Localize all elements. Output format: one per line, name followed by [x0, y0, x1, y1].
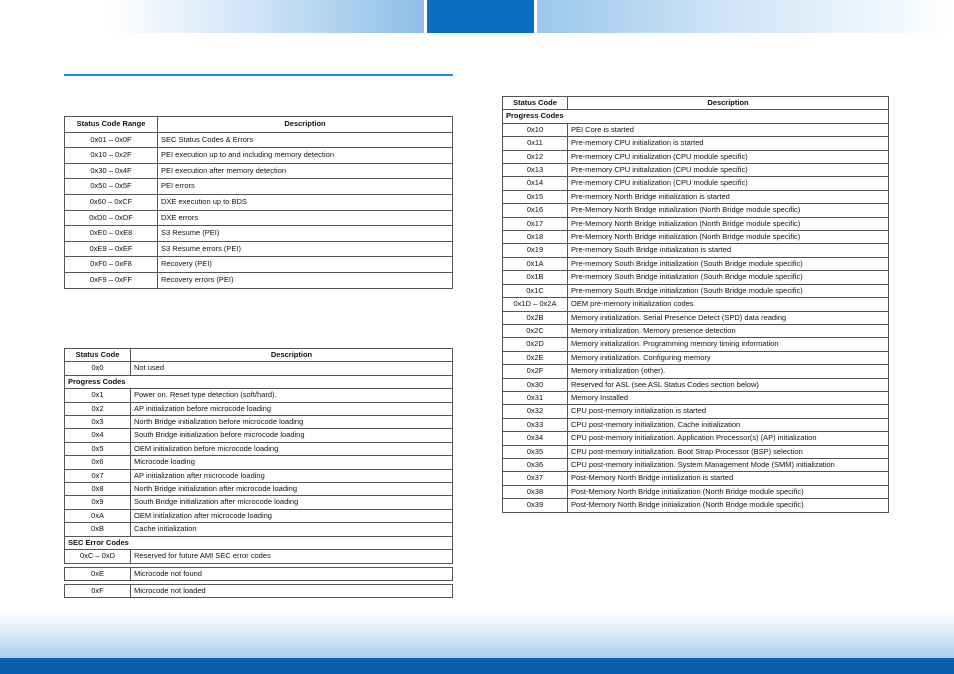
table-row [503, 324, 889, 337]
table-row [65, 210, 453, 226]
status-description: Reserved for ASL (see ASL Status Codes section below) [568, 378, 889, 391]
status-description: Not used [131, 362, 453, 375]
status-description: AP initialization after microcode loading [131, 469, 453, 482]
status-code: 0x18 [503, 231, 568, 244]
status-description: Pre-memory South Bridge initialization (South Bridge module specific) [568, 284, 889, 297]
status-code-range: 0x01 – 0x0F [65, 132, 158, 148]
table-row [65, 416, 453, 429]
status-code: 0x37 [503, 472, 568, 485]
table-row [503, 164, 889, 177]
table-row [503, 284, 889, 297]
status-code: 0x19 [503, 244, 568, 257]
table-row [503, 311, 889, 324]
status-description: South Bridge initialization after microcode loading [131, 496, 453, 509]
status-code-range: 0x10 – 0x2F [65, 148, 158, 164]
status-description: North Bridge initialization after microcode loading [131, 483, 453, 496]
table-row [65, 550, 453, 563]
status-code: 0x2E [503, 351, 568, 364]
table-row [65, 148, 453, 164]
status-description: Post-Memory North Bridge initialization (North Bridge module specific) [568, 485, 889, 498]
footer-band [0, 612, 954, 658]
table-row [65, 442, 453, 455]
status-code: 0x9 [65, 496, 131, 509]
status-description: Pre-memory South Bridge initialization (South Bridge module specific) [568, 257, 889, 270]
status-description: AP initialization before microcode loading [131, 402, 453, 415]
pei-status-code-table [502, 96, 889, 513]
status-description: Memory initialization. Memory presence detection [568, 324, 889, 337]
header-band-right [537, 0, 954, 33]
status-code-range: 0x50 – 0x5F [65, 179, 158, 195]
status-description: Recovery errors (PEI) [158, 272, 453, 288]
section-row [65, 536, 453, 549]
column-header: Description [568, 97, 889, 110]
status-code-range: 0xD0 – 0xDF [65, 210, 158, 226]
status-description: Memory initialization. Programming memory timing information [568, 338, 889, 351]
status-code: 0x13 [503, 164, 568, 177]
table-row [65, 567, 453, 580]
status-description: Pre-memory CPU initialization (CPU module specific) [568, 177, 889, 190]
status-code: 0x2C [503, 324, 568, 337]
status-code: 0x3 [65, 416, 131, 429]
table-row [503, 244, 889, 257]
section-heading: Progress Codes [503, 110, 889, 123]
status-code: 0x2F [503, 365, 568, 378]
status-description: Memory initialization (other). [568, 365, 889, 378]
table-row [503, 365, 889, 378]
status-description: OEM pre-memory initialization codes [568, 298, 889, 311]
status-description: Memory initialization. Configuring memory [568, 351, 889, 364]
status-description: Memory Installed [568, 391, 889, 404]
status-code: 0x2D [503, 338, 568, 351]
status-code: 0x38 [503, 485, 568, 498]
status-code: 0x8 [65, 483, 131, 496]
header-band-left [0, 0, 424, 33]
table-row [503, 298, 889, 311]
status-code: 0x31 [503, 391, 568, 404]
table-row [503, 351, 889, 364]
status-code: 0x6 [65, 456, 131, 469]
status-code: 0x1D – 0x2A [503, 298, 568, 311]
table-row [65, 362, 453, 375]
table-row [503, 190, 889, 203]
status-description: Recovery (PEI) [158, 257, 453, 273]
status-description: Post-Memory North Bridge initialization (North Bridge module specific) [568, 499, 889, 512]
section-rule [64, 74, 453, 76]
status-description: Post-Memory North Bridge initialization is started [568, 472, 889, 485]
column-header: Description [158, 117, 453, 133]
status-description: Microcode loading [131, 456, 453, 469]
table-row [503, 418, 889, 431]
status-code: 0x7 [65, 469, 131, 482]
footer-bar [0, 658, 954, 674]
table-row [65, 179, 453, 195]
table-row [65, 257, 453, 273]
status-description: DXE execution up to BDS [158, 194, 453, 210]
status-description: Pre-Memory North Bridge initialization (North Bridge module specific) [568, 231, 889, 244]
status-description: Reserved for future AMI SEC error codes [131, 550, 453, 563]
table-row [65, 429, 453, 442]
table-row [503, 499, 889, 512]
status-code: 0x30 [503, 378, 568, 391]
status-description: SEC Status Codes & Errors [158, 132, 453, 148]
table-row [65, 483, 453, 496]
column-header: Status Code [65, 349, 131, 362]
status-description: PEI errors [158, 179, 453, 195]
status-description: CPU post-memory initialization. System Management Mode (SMM) initialization [568, 458, 889, 471]
status-code: 0x35 [503, 445, 568, 458]
status-code: 0x5 [65, 442, 131, 455]
status-code: 0x0 [65, 362, 131, 375]
status-code: 0xE [65, 567, 131, 580]
status-description: Pre-memory South Bridge initialization (South Bridge module specific) [568, 271, 889, 284]
table-row [503, 231, 889, 244]
status-code: 0x1A [503, 257, 568, 270]
status-code: 0x12 [503, 150, 568, 163]
status-description: North Bridge initialization before microcode loading [131, 416, 453, 429]
status-description: PEI execution after memory detection [158, 163, 453, 179]
header-tab [427, 0, 534, 33]
status-description: Pre-memory South Bridge initialization is started [568, 244, 889, 257]
status-code: 0x10 [503, 123, 568, 136]
section-heading: SEC Error Codes [65, 536, 453, 549]
status-code-range: 0xE9 – 0xEF [65, 241, 158, 257]
section-row [65, 375, 453, 388]
status-code: 0x15 [503, 190, 568, 203]
status-description: Pre-memory North Bridge initialization is started [568, 190, 889, 203]
status-description: Pre-Memory North Bridge initialization (North Bridge module specific) [568, 217, 889, 230]
status-code: 0xF [65, 584, 131, 597]
status-description: S3 Resume (PEI) [158, 226, 453, 242]
status-code-range: 0x30 – 0x4F [65, 163, 158, 179]
column-header: Description [131, 349, 453, 362]
status-description: CPU post-memory initialization. Boot Strap Processor (BSP) selection [568, 445, 889, 458]
status-code: 0xB [65, 523, 131, 536]
status-code: 0x16 [503, 204, 568, 217]
status-code: 0x17 [503, 217, 568, 230]
table-row [503, 150, 889, 163]
table-row [503, 177, 889, 190]
status-code: 0x2B [503, 311, 568, 324]
status-code: 0x1B [503, 271, 568, 284]
status-description: CPU post-memory initialization is started [568, 405, 889, 418]
status-description: OEM initialization before microcode loading [131, 442, 453, 455]
table-row [503, 405, 889, 418]
table-row [65, 402, 453, 415]
status-code: 0x39 [503, 499, 568, 512]
table-row [503, 271, 889, 284]
status-code: 0x14 [503, 177, 568, 190]
column-header: Status Code [503, 97, 568, 110]
table-row [65, 496, 453, 509]
status-description: PEI execution up to and including memory detection [158, 148, 453, 164]
table-row [65, 226, 453, 242]
section-heading: Progress Codes [65, 375, 453, 388]
column-header: Status Code Range [65, 117, 158, 133]
status-description: Pre-memory CPU initialization is started [568, 137, 889, 150]
table-row [65, 241, 453, 257]
status-description: Pre-memory CPU initialization (CPU module specific) [568, 164, 889, 177]
status-code: 0xA [65, 509, 131, 522]
status-code: 0xC – 0xD [65, 550, 131, 563]
status-description: CPU post-memory initialization. Application Processor(s) (AP) initialization [568, 432, 889, 445]
table-row [65, 272, 453, 288]
status-description: Pre-memory CPU initialization (CPU module specific) [568, 150, 889, 163]
table-row [65, 456, 453, 469]
table-row [65, 584, 453, 597]
status-description: Pre-Memory North Bridge initialization (North Bridge module specific) [568, 204, 889, 217]
table-row [503, 338, 889, 351]
status-code-range-table [64, 116, 453, 289]
table-row [503, 445, 889, 458]
table-row [65, 163, 453, 179]
table-row [503, 123, 889, 136]
status-code: 0x34 [503, 432, 568, 445]
status-description: Microcode not found [131, 567, 453, 580]
status-description: Memory initialization. Serial Presence Detect (SPD) data reading [568, 311, 889, 324]
status-code: 0x1C [503, 284, 568, 297]
table-row [503, 391, 889, 404]
status-code: 0x32 [503, 405, 568, 418]
status-code: 0x36 [503, 458, 568, 471]
section-row [503, 110, 889, 123]
table-row [503, 458, 889, 471]
table-row [503, 204, 889, 217]
table-row [503, 378, 889, 391]
status-description: Power on. Reset type detection (soft/hard). [131, 389, 453, 402]
table-row [503, 217, 889, 230]
table-row [65, 389, 453, 402]
table-row [65, 194, 453, 210]
table-row [503, 472, 889, 485]
table-row [65, 469, 453, 482]
status-description: CPU post-memory initialization. Cache initialization [568, 418, 889, 431]
status-description: DXE errors [158, 210, 453, 226]
table-row [65, 132, 453, 148]
table-row [65, 523, 453, 536]
status-code-range: 0xF9 – 0xFF [65, 272, 158, 288]
status-description: S3 Resume errors (PEI) [158, 241, 453, 257]
table-row [65, 509, 453, 522]
table-row [503, 485, 889, 498]
status-description: Cache initialization [131, 523, 453, 536]
table-row [503, 432, 889, 445]
status-description: Microcode not loaded [131, 584, 453, 597]
status-description: South Bridge initialization before microcode loading [131, 429, 453, 442]
status-description: OEM initialization after microcode loading [131, 509, 453, 522]
status-code: 0x11 [503, 137, 568, 150]
sec-status-code-table [64, 348, 453, 598]
status-code-range: 0xE0 – 0xE8 [65, 226, 158, 242]
table-row [503, 137, 889, 150]
status-code: 0x1 [65, 389, 131, 402]
status-description: PEI Core is started [568, 123, 889, 136]
status-code: 0x2 [65, 402, 131, 415]
status-code: 0x33 [503, 418, 568, 431]
status-code: 0x4 [65, 429, 131, 442]
status-code-range: 0x60 – 0xCF [65, 194, 158, 210]
status-code-range: 0xF0 – 0xF8 [65, 257, 158, 273]
table-row [503, 257, 889, 270]
